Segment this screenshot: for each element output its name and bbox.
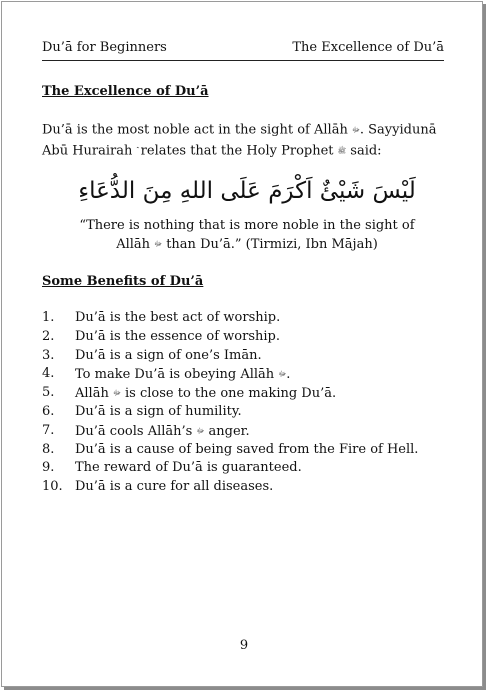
list-item bbox=[42, 309, 452, 328]
list-item-number: 10. bbox=[42, 479, 63, 495]
intro-text-3: relates that the Holy Prophet bbox=[136, 143, 334, 158]
list-item-text: To make Du’ā is obeying Allāh ﷻ. bbox=[75, 367, 291, 383]
honorific-allah-icon: ﷻ bbox=[154, 240, 163, 248]
list-item-text: Du’ā cools Allāh’s ﷻ anger. bbox=[75, 423, 250, 439]
list-item bbox=[42, 422, 452, 441]
running-header bbox=[42, 40, 444, 61]
honorific-allah-icon: ﷻ bbox=[112, 389, 121, 398]
list-item-number: 8. bbox=[42, 441, 55, 457]
list-item-number: 2. bbox=[42, 328, 55, 344]
list-item-number: 9. bbox=[42, 460, 55, 476]
list-item-text: Du’ā is a sign of humility. bbox=[75, 403, 242, 419]
list-item bbox=[42, 441, 452, 460]
page-number: 9 bbox=[239, 638, 249, 653]
list-item-text: Du’ā is the essence of worship. bbox=[75, 328, 280, 344]
benefits-list bbox=[42, 309, 452, 497]
honorific-prophet-icon: ﷺ bbox=[337, 146, 347, 155]
section-title-excellence: The Excellence of Du’ā bbox=[42, 84, 209, 99]
list-item-number: 7. bbox=[42, 422, 55, 438]
list-item bbox=[42, 365, 452, 384]
arabic-hadith: لَيْسَ شَيْئٌ اَكْرَمَ عَلَى اللهِ مِنَ الدُّعَاءِ bbox=[78, 178, 416, 204]
list-item bbox=[42, 478, 452, 497]
hadith-translation bbox=[42, 216, 452, 254]
list-item bbox=[42, 384, 452, 403]
list-item-text: Du’ā is a cause of being saved from the Fire of Hell. bbox=[75, 441, 419, 457]
list-item-number: 1. bbox=[42, 310, 55, 325]
honorific-allah-icon: ﷻ bbox=[278, 370, 287, 379]
list-item-text: Du’ā is a cure for all diseases. bbox=[75, 479, 274, 495]
list-item bbox=[42, 347, 452, 366]
translation-line-1: “There is nothing that is more noble in the sight of bbox=[79, 218, 415, 233]
list-item-number: 3. bbox=[42, 347, 55, 363]
list-item bbox=[42, 403, 452, 422]
honorific-allah-icon: ﷻ bbox=[196, 426, 205, 435]
intro-paragraph bbox=[42, 120, 452, 161]
translation-line-2 bbox=[42, 235, 452, 254]
list-item-text: The reward of Du’ā is guaranteed. bbox=[75, 460, 302, 476]
list-item-number: 5. bbox=[42, 385, 55, 401]
list-item-text: Allāh ﷻ is close to the one making Du’ā. bbox=[75, 386, 337, 402]
intro-text-4: said: bbox=[346, 143, 382, 158]
section-title-benefits: Some Benefits of Du’ā bbox=[42, 274, 204, 289]
list-item-text: Du’ā is a sign of one’s Imān. bbox=[75, 347, 262, 363]
list-item-number: 4. bbox=[42, 366, 55, 382]
translation-line-2-end: than Du’ā.” (Tirmizi, Ibn Mājah) bbox=[162, 237, 378, 252]
page bbox=[1, 1, 483, 687]
list-item bbox=[42, 459, 452, 478]
intro-text-2: . Sayyidunā Abū Hurairah bbox=[42, 122, 437, 158]
intro-text-1: Du’ā is the most noble act in the sight of Allāh bbox=[42, 122, 348, 138]
translation-line-2-start: Allāh bbox=[116, 237, 151, 252]
honorific-allah-icon: ﷻ bbox=[351, 126, 360, 134]
list-item-text: Du’ā is the best act of worship. bbox=[75, 310, 281, 325]
list-item-number: 6. bbox=[42, 403, 55, 419]
header-book-title: Du’ā for Beginners bbox=[42, 40, 167, 55]
list-item bbox=[42, 328, 452, 347]
header-chapter-title: The Excellence of Du’ā bbox=[292, 40, 444, 55]
